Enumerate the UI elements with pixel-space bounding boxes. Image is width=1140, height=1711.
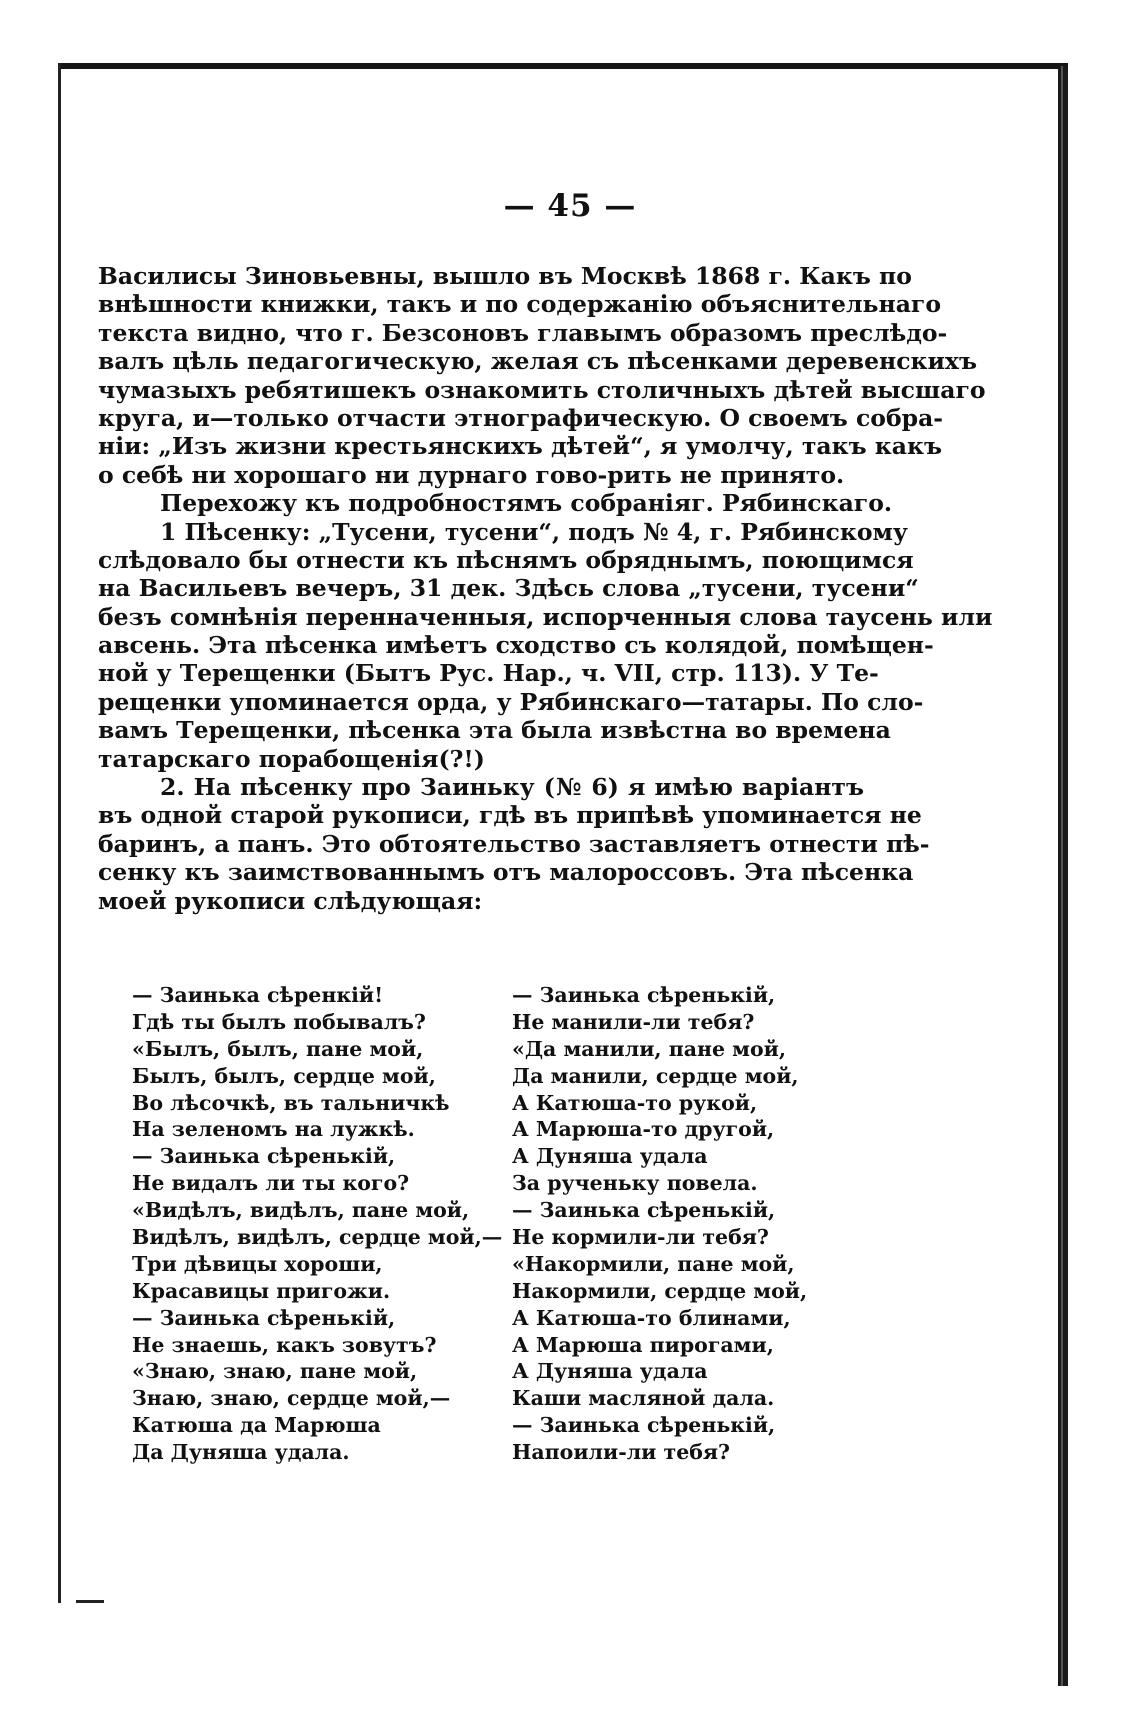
poem-verse: Каши масляной дала. — [512, 1386, 775, 1411]
prose-line: круга, и—только отчасти этнографическую. О своемъ собра- — [98, 403, 944, 432]
poem-verse: Знаю, знаю, сердце мой,— — [132, 1386, 451, 1411]
poem-verse: А Катюша-то блинами, — [512, 1305, 791, 1330]
top-border-rule — [60, 63, 1068, 69]
poem-verse: — Заинька сѣренькій, — [512, 1413, 776, 1438]
prose-line: рещенки упоминается орда, у Рябинскаго—татары. По сло- — [98, 687, 924, 716]
poem-verse: А Марюша-то другой, — [512, 1117, 775, 1142]
page-number: — 45 — — [503, 188, 637, 224]
prose-line: о себѣ ни хорошаго ни дурнаго гово-рить не принято. — [98, 460, 845, 489]
poem-verse: Во лѣсочкѣ, въ тальничкѣ — [132, 1090, 450, 1115]
left-border-rule — [58, 63, 61, 1603]
prose-line: въ одной старой рукописи, гдѣ въ припѣвѣ упоминается не — [98, 801, 922, 830]
poem-verse: На зеленомъ на лужкѣ. — [132, 1117, 415, 1142]
prose-line: авсень. Эта пѣсенка имѣетъ сходство съ колядой, помѣщен- — [98, 631, 934, 660]
poem-verse: «Накормили, пане мой, — [512, 1251, 795, 1276]
prose-line: текста видно, что г. Безсоновъ главымъ образомъ преслѣдо- — [98, 318, 948, 347]
prose-line: чумазыхъ ребятишекъ ознакомить столичныхъ дѣтей высшаго — [98, 375, 986, 404]
prose-line: ніи: „Изъ жизни крестьянскихъ дѣтей“, я умолчу, такъ какъ — [98, 432, 942, 461]
poem-verse: — Заинька сѣренкій! — [132, 983, 384, 1007]
poem-verse: А Марюша пирогами, — [512, 1332, 774, 1357]
poem-verse: Не знаешь, какъ зовутъ? — [132, 1332, 437, 1357]
poem-column-left — [132, 982, 503, 1466]
poem-verse: За рученьку повела. — [512, 1171, 758, 1196]
prose-body — [98, 262, 993, 915]
poem-verse: «Видѣлъ, видѣлъ, пане мой, — [132, 1198, 470, 1223]
prose-line: Василисы Зиновьевны, вышло въ Москвѣ 1868 г. Какъ по — [98, 262, 912, 290]
poem-verse: Не кормили-ли тебя? — [512, 1225, 769, 1250]
poem-verse: — Заинька сѣренькій, — [512, 983, 776, 1007]
poem-verse: Видѣлъ, видѣлъ, сердце мой,— — [132, 1225, 503, 1250]
poem-verse: — Заинька сѣренькій, — [512, 1198, 776, 1223]
poem-verse: А Катюша-то рукой, — [512, 1090, 758, 1115]
bottom-margin-mark — [76, 1600, 104, 1603]
prose-line: баринъ, а панъ. Это обтоятельство заставляетъ отнести пѣ- — [98, 829, 930, 858]
poem-verse: Три дѣвицы хороши, — [132, 1251, 383, 1276]
prose-line: на Васильевъ вечеръ, 31 дек. Здѣсь слова „тусени, тусени“ — [98, 574, 919, 603]
poem-verse: Катюша да Марюша — [132, 1413, 381, 1438]
poem-verse: Напоили-ли тебя? — [512, 1440, 731, 1465]
prose-line: ной у Терещенки (Бытъ Рус. Нар., ч. VII, стр. 113). У Те- — [98, 659, 879, 688]
poem-verse: Не манили-ли тебя? — [512, 1009, 755, 1034]
poem-verse: «Да манили, пане мой, — [512, 1036, 786, 1061]
poem-verse: Не видалъ ли ты кого? — [132, 1171, 410, 1196]
poem-verse: Да манили, сердце мой, — [512, 1063, 799, 1088]
poem-verse: А Дуняша удала — [512, 1359, 708, 1384]
prose-line: 1 Пѣсенку: „Тусени, тусени“, подъ № 4, г. Рябинскому — [160, 517, 908, 546]
poem-verse: Накормили, сердце мой, — [512, 1278, 808, 1303]
prose-line: внѣшности книжки, такъ и по содержанію объяснительнаго — [98, 290, 941, 319]
poem-verse: Былъ, былъ, сердце мой, — [132, 1063, 436, 1088]
poem-verse: А Дуняша удала — [512, 1144, 708, 1169]
prose-line: сенку къ заимствованнымъ отъ малороссовъ. Эта пѣсенка — [98, 858, 914, 887]
poem-verse: Да Дуняша удала. — [132, 1440, 350, 1465]
prose-line: слѣдовало бы отнести къ пѣснямъ обряднымъ, поющимся — [98, 545, 914, 574]
prose-line: валъ цѣль педагогическую, желая съ пѣсенками деревенскихъ — [98, 347, 977, 376]
prose-line: 2. На пѣсенку про Заиньку (№ 6) я имѣю варіантъ — [160, 773, 864, 802]
poem-column-right — [512, 982, 872, 1466]
prose-line: безъ сомнѣнія перенначенныя, испорченныя слова таусень или — [98, 602, 993, 631]
poem-verse: — Заинька сѣренькій, — [132, 1305, 396, 1330]
prose-line: татарскаго порабощенія(?!) — [98, 744, 485, 773]
right-border-binding — [1058, 66, 1068, 1686]
poem-verse: Гдѣ ты былъ побывалъ? — [132, 1009, 426, 1034]
prose-line: моей рукописи слѣдующая: — [98, 886, 483, 915]
poem-verse: Красавицы пригожи. — [132, 1278, 391, 1303]
poem-verse: «Былъ, былъ, пане мой, — [132, 1036, 424, 1061]
poem-verse: — Заинька сѣренькій, — [132, 1144, 396, 1169]
prose-line: вамъ Терещенки, пѣсенка эта была извѣстна во времена — [98, 716, 891, 745]
prose-line: Перехожу къ подробностямъ собраніяг. Рябинскаго. — [160, 489, 893, 518]
poem-verse: «Знаю, знаю, пане мой, — [132, 1359, 418, 1384]
